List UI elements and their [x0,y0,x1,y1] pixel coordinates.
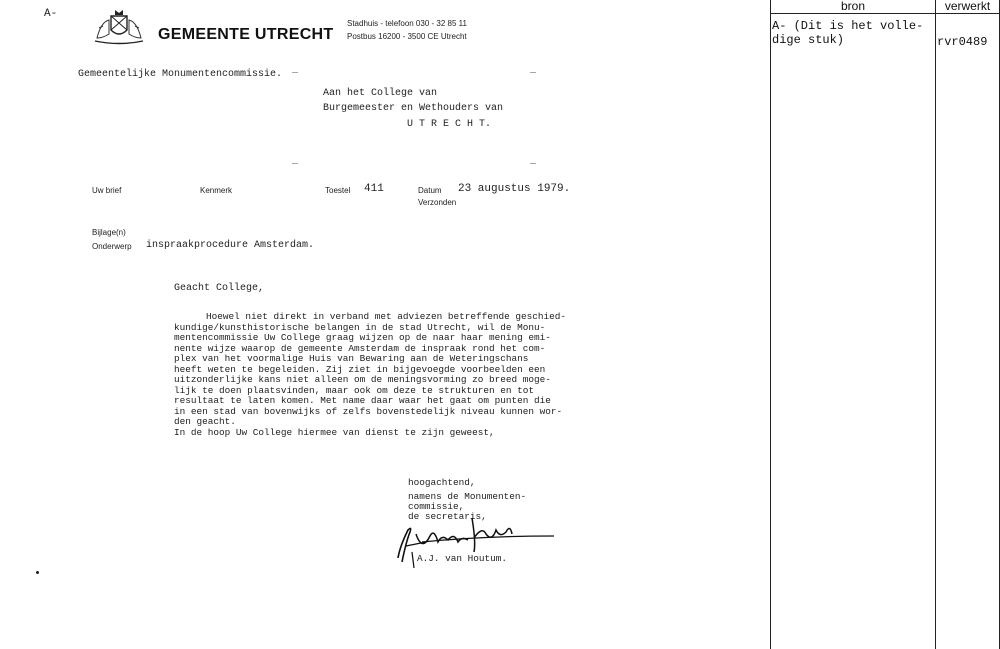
verwerkt-cell: rvr0489 [937,35,988,49]
body-line: mentencommissie Uw College graag wijzen op de naar haar mening emi- [174,332,551,343]
table-header-divider [770,13,1000,14]
datum-label: Datum [418,186,442,195]
column-header-verwerkt: verwerkt [944,0,991,13]
kenmerk-label: Kenmerk [200,186,233,195]
margin-mark: A- [44,8,58,20]
body-line: In de hoop Uw College hiermee van dienst te zijn geweest, [174,426,495,438]
letterhead-address-line1: Stadhuis - telefoon 030 - 32 85 11 [347,19,467,28]
stray-mark [36,571,39,574]
address-corner-mark: _ [292,65,299,76]
coat-of-arms-icon [93,8,145,46]
closing-line: namens de Monumenten- [408,491,527,502]
column-header-bron: bron [840,0,866,13]
datum-value: 23 augustus 1979. [458,183,571,195]
signatory-name: A.J. van Houtum. [417,553,508,564]
onderwerp-label: Onderwerp [92,242,132,251]
letterhead-title: GEMEENTE UTRECHT [158,26,334,43]
body-line: nente wijze waarop de gemeente Amsterdam de inspraak rond het com- [174,342,546,354]
salutation: Geacht College, [174,283,265,294]
onderwerp-value: inspraakprocedure Amsterdam. [146,240,315,251]
address-corner-mark: _ [530,65,537,76]
bron-cell-line2: dige stuk) [772,33,845,47]
address-corner-mark: _ [292,156,299,167]
body-line: plex van het voormalige Huis van Bewaring aan de Weteringschans [174,353,529,364]
body-line: heeft weten te begeleiden. Zij ziet in bijgevoegde voorbeelden een [174,363,546,375]
recipient-line3: U T R E C H T. [407,119,492,130]
body-line: kundige/kunsthistorische belangen in de stad Utrecht, wil de Monu- [174,321,546,333]
closing-greeting: hoogachtend, [408,477,476,488]
table-border-left [770,0,771,649]
recipient-line1: Aan het College van [323,88,438,99]
closing-line: commissie, [408,501,465,512]
sender-name: Gemeentelijke Monumentencommissie. [78,69,283,80]
body-line: resultaat te laten komen. Met name daar waar het gaat om punten die [174,395,551,406]
address-corner-mark: _ [530,156,537,167]
table-border-middle [935,0,936,649]
closing-line: de secretaris, [408,511,487,522]
verzonden-label: Verzonden [418,198,457,207]
body-line: in een stad van bovenwijks of zelfs bovenstedelijk niveau kunnen wor- [174,405,563,417]
body-line: den geacht. [174,416,236,427]
uw-brief-label: Uw brief [92,186,122,195]
body-line: Hoewel niet direkt in verband met adviezen betreffende geschied- [206,311,567,322]
bron-cell-line1: A- (Dit is het volle- [772,19,924,33]
letterhead-address-line2: Postbus 16200 - 3500 CE Utrecht [347,32,467,41]
recipient-line2: Burgemeester en Wethouders van [323,103,504,114]
body-line: lijk te doen plaatsvinden, maar ook om deze te strukturen en tot [174,384,535,396]
toestel-value: 411 [364,183,384,195]
toestel-label: Toestel [325,186,351,195]
bijlagen-label: Bijlage(n) [92,228,126,237]
body-line: uitzonderlijke kans niet alleen om de meningsvorming zo breed moge- [174,374,551,385]
